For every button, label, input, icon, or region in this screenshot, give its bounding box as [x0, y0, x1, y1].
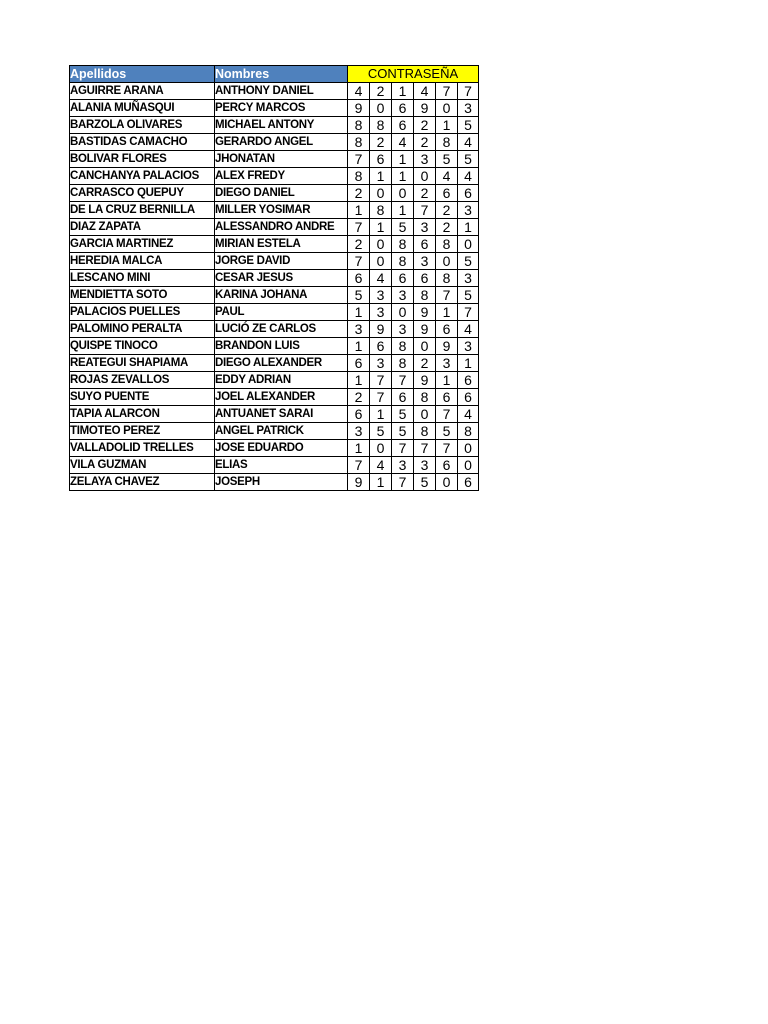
password-digit-cell: 2	[348, 235, 370, 252]
apellidos-cell: REATEGUI SHAPIAMA	[70, 354, 215, 371]
password-digit-cell: 0	[370, 184, 392, 201]
password-digit-cell: 2	[436, 218, 458, 235]
password-digit-cell: 5	[370, 422, 392, 439]
password-digit-cell: 9	[370, 320, 392, 337]
password-digit-cell: 8	[348, 133, 370, 150]
password-digit-cell: 6	[414, 269, 436, 286]
apellidos-cell: BOLIVAR FLORES	[70, 150, 215, 167]
password-digit-cell: 3	[348, 422, 370, 439]
password-digit-cell: 3	[392, 320, 414, 337]
password-digit-cell: 5	[458, 252, 479, 269]
password-digit-cell: 1	[370, 167, 392, 184]
password-digit-cell: 5	[392, 218, 414, 235]
table-row	[70, 473, 479, 490]
password-digit-cell: 8	[370, 116, 392, 133]
table-row	[70, 116, 479, 133]
nombres-cell: BRANDON LUIS	[215, 337, 348, 354]
password-digit-cell: 6	[458, 473, 479, 490]
password-digit-cell: 3	[370, 303, 392, 320]
password-digit-cell: 5	[348, 286, 370, 303]
apellidos-cell: TIMOTEO PEREZ	[70, 422, 215, 439]
password-digit-cell: 3	[458, 337, 479, 354]
password-digit-cell: 0	[370, 252, 392, 269]
password-digit-cell: 0	[458, 439, 479, 456]
apellidos-cell: GARCIA MARTINEZ	[70, 235, 215, 252]
password-digit-cell: 1	[348, 303, 370, 320]
password-digit-cell: 3	[414, 150, 436, 167]
password-digit-cell: 6	[436, 320, 458, 337]
apellidos-cell: PALOMINO PERALTA	[70, 320, 215, 337]
password-digit-cell: 3	[458, 201, 479, 218]
password-table	[69, 65, 479, 491]
table-row	[70, 99, 479, 116]
password-digit-cell: 6	[458, 184, 479, 201]
password-digit-cell: 5	[436, 422, 458, 439]
password-digit-cell: 3	[414, 252, 436, 269]
password-digit-cell: 2	[436, 201, 458, 218]
password-digit-cell: 0	[392, 303, 414, 320]
table-row	[70, 337, 479, 354]
password-digit-cell: 6	[436, 388, 458, 405]
password-digit-cell: 9	[436, 337, 458, 354]
password-digit-cell: 5	[458, 286, 479, 303]
password-digit-cell: 0	[436, 252, 458, 269]
header-row	[70, 66, 479, 83]
password-digit-cell: 7	[392, 371, 414, 388]
password-digit-cell: 6	[458, 388, 479, 405]
password-digit-cell: 4	[348, 82, 370, 99]
nombres-cell: EDDY ADRIAN	[215, 371, 348, 388]
password-digit-cell: 7	[414, 439, 436, 456]
password-digit-cell: 8	[436, 133, 458, 150]
table-row	[70, 456, 479, 473]
nombres-cell: PERCY MARCOS	[215, 99, 348, 116]
password-digit-cell: 6	[458, 371, 479, 388]
password-digit-cell: 0	[436, 99, 458, 116]
nombres-cell: ANGEL PATRICK	[215, 422, 348, 439]
password-digit-cell: 2	[414, 354, 436, 371]
password-digit-cell: 4	[458, 320, 479, 337]
nombres-cell: ELIAS	[215, 456, 348, 473]
password-digit-cell: 7	[348, 150, 370, 167]
password-digit-cell: 1	[370, 218, 392, 235]
password-digit-cell: 0	[370, 235, 392, 252]
password-digit-cell: 8	[392, 235, 414, 252]
password-digit-cell: 9	[414, 303, 436, 320]
table-row	[70, 354, 479, 371]
password-digit-cell: 7	[458, 303, 479, 320]
table-row	[70, 218, 479, 235]
password-digit-cell: 1	[348, 439, 370, 456]
apellidos-cell: MENDIETTA SOTO	[70, 286, 215, 303]
apellidos-cell: VALLADOLID TRELLES	[70, 439, 215, 456]
password-digit-cell: 7	[436, 82, 458, 99]
password-digit-cell: 2	[414, 116, 436, 133]
password-digit-cell: 7	[370, 371, 392, 388]
password-digit-cell: 8	[458, 422, 479, 439]
password-digit-cell: 8	[436, 235, 458, 252]
apellidos-cell: LESCANO MINI	[70, 269, 215, 286]
password-digit-cell: 7	[414, 201, 436, 218]
table-row	[70, 269, 479, 286]
password-digit-cell: 6	[370, 150, 392, 167]
table-row	[70, 235, 479, 252]
password-digit-cell: 8	[392, 354, 414, 371]
nombres-cell: JOEL ALEXANDER	[215, 388, 348, 405]
password-digit-cell: 7	[348, 218, 370, 235]
password-digit-cell: 5	[392, 422, 414, 439]
password-digit-cell: 0	[414, 167, 436, 184]
password-digit-cell: 7	[392, 473, 414, 490]
nombres-cell: MICHAEL ANTONY	[215, 116, 348, 133]
password-digit-cell: 1	[458, 218, 479, 235]
password-digit-cell: 6	[370, 337, 392, 354]
password-digit-cell: 0	[458, 456, 479, 473]
password-digit-cell: 1	[348, 201, 370, 218]
password-digit-cell: 6	[392, 116, 414, 133]
password-digit-cell: 8	[414, 422, 436, 439]
password-digit-cell: 2	[370, 82, 392, 99]
table-row	[70, 320, 479, 337]
password-digit-cell: 1	[458, 354, 479, 371]
nombres-cell: PAUL	[215, 303, 348, 320]
nombres-cell: MIRIAN ESTELA	[215, 235, 348, 252]
password-digit-cell: 4	[370, 269, 392, 286]
password-digit-cell: 6	[392, 269, 414, 286]
nombres-header: Nombres	[215, 66, 348, 83]
password-digit-cell: 2	[414, 133, 436, 150]
nombres-cell: ALEX FREDY	[215, 167, 348, 184]
password-digit-cell: 9	[414, 320, 436, 337]
apellidos-cell: BASTIDAS CAMACHO	[70, 133, 215, 150]
password-digit-cell: 0	[458, 235, 479, 252]
nombres-cell: GERARDO ANGEL	[215, 133, 348, 150]
password-digit-cell: 6	[392, 99, 414, 116]
password-digit-cell: 6	[348, 405, 370, 422]
apellidos-cell: CARRASCO QUEPUY	[70, 184, 215, 201]
password-digit-cell: 3	[370, 354, 392, 371]
password-digit-cell: 6	[436, 456, 458, 473]
password-digit-cell: 6	[392, 388, 414, 405]
password-digit-cell: 4	[392, 133, 414, 150]
nombres-cell: DIEGO DANIEL	[215, 184, 348, 201]
table-row	[70, 150, 479, 167]
password-digit-cell: 1	[436, 371, 458, 388]
apellidos-header: Apellidos	[70, 66, 215, 83]
apellidos-cell: ROJAS ZEVALLOS	[70, 371, 215, 388]
password-digit-cell: 8	[392, 337, 414, 354]
nombres-cell: MILLER YOSIMAR	[215, 201, 348, 218]
nombres-cell: KARINA JOHANA	[215, 286, 348, 303]
password-digit-cell: 3	[458, 269, 479, 286]
password-digit-cell: 3	[414, 456, 436, 473]
table-row	[70, 167, 479, 184]
apellidos-cell: BARZOLA OLIVARES	[70, 116, 215, 133]
table-row	[70, 303, 479, 320]
password-digit-cell: 1	[348, 371, 370, 388]
table-row	[70, 133, 479, 150]
password-digit-cell: 1	[436, 116, 458, 133]
password-digit-cell: 0	[370, 99, 392, 116]
table-row	[70, 388, 479, 405]
contrasena-header: CONTRASEÑA	[348, 66, 479, 83]
password-digit-cell: 9	[348, 473, 370, 490]
password-digit-cell: 7	[436, 439, 458, 456]
password-digit-cell: 3	[392, 456, 414, 473]
password-digit-cell: 5	[392, 405, 414, 422]
table-row	[70, 252, 479, 269]
password-digit-cell: 1	[392, 167, 414, 184]
table-row	[70, 184, 479, 201]
password-digit-cell: 2	[348, 184, 370, 201]
apellidos-cell: ALANIA MUÑASQUI	[70, 99, 215, 116]
apellidos-cell: CANCHANYA PALACIOS	[70, 167, 215, 184]
password-digit-cell: 4	[458, 167, 479, 184]
apellidos-cell: QUISPE TINOCO	[70, 337, 215, 354]
password-digit-cell: 8	[436, 269, 458, 286]
password-digit-cell: 5	[458, 150, 479, 167]
table-row	[70, 82, 479, 99]
nombres-cell: CESAR JESUS	[215, 269, 348, 286]
password-digit-cell: 3	[348, 320, 370, 337]
password-digit-cell: 0	[414, 337, 436, 354]
password-digit-cell: 4	[414, 82, 436, 99]
password-digit-cell: 3	[370, 286, 392, 303]
password-digit-cell: 5	[414, 473, 436, 490]
password-digit-cell: 8	[392, 252, 414, 269]
password-digit-cell: 3	[414, 218, 436, 235]
password-digit-cell: 3	[436, 354, 458, 371]
password-digit-cell: 1	[392, 201, 414, 218]
table-row	[70, 422, 479, 439]
nombres-cell: LUCIÓ ZE CARLOS	[215, 320, 348, 337]
table-row	[70, 439, 479, 456]
password-digit-cell: 4	[370, 456, 392, 473]
password-digit-cell: 7	[348, 252, 370, 269]
table-body	[70, 82, 479, 490]
apellidos-cell: VILA GUZMAN	[70, 456, 215, 473]
password-digit-cell: 8	[414, 286, 436, 303]
table-row	[70, 405, 479, 422]
password-digit-cell: 0	[436, 473, 458, 490]
password-digit-cell: 0	[370, 439, 392, 456]
password-digit-cell: 1	[392, 150, 414, 167]
apellidos-cell: DIAZ ZAPATA	[70, 218, 215, 235]
apellidos-cell: SUYO PUENTE	[70, 388, 215, 405]
nombres-cell: ALESSANDRO ANDRE	[215, 218, 348, 235]
password-digit-cell: 3	[392, 286, 414, 303]
password-digit-cell: 6	[414, 235, 436, 252]
table-row	[70, 286, 479, 303]
table-row	[70, 201, 479, 218]
password-digit-cell: 0	[392, 184, 414, 201]
password-digit-cell: 8	[370, 201, 392, 218]
password-digit-cell: 8	[348, 167, 370, 184]
apellidos-cell: AGUIRRE ARANA	[70, 82, 215, 99]
password-digit-cell: 6	[348, 354, 370, 371]
password-digit-cell: 1	[370, 405, 392, 422]
nombres-cell: ANTHONY DANIEL	[215, 82, 348, 99]
password-digit-cell: 8	[414, 388, 436, 405]
nombres-cell: DIEGO ALEXANDER	[215, 354, 348, 371]
password-digit-cell: 7	[436, 405, 458, 422]
apellidos-cell: DE LA CRUZ BERNILLA	[70, 201, 215, 218]
password-digit-cell: 7	[436, 286, 458, 303]
password-digit-cell: 8	[348, 116, 370, 133]
password-digit-cell: 1	[370, 473, 392, 490]
password-digit-cell: 1	[348, 337, 370, 354]
password-digit-cell: 5	[458, 116, 479, 133]
password-digit-cell: 9	[414, 99, 436, 116]
password-digit-cell: 5	[436, 150, 458, 167]
password-digit-cell: 7	[370, 388, 392, 405]
password-digit-cell: 1	[436, 303, 458, 320]
nombres-cell: JHONATAN	[215, 150, 348, 167]
nombres-cell: JORGE DAVID	[215, 252, 348, 269]
apellidos-cell: PALACIOS PUELLES	[70, 303, 215, 320]
password-digit-cell: 3	[458, 99, 479, 116]
table-row	[70, 371, 479, 388]
apellidos-cell: TAPIA ALARCON	[70, 405, 215, 422]
password-digit-cell: 2	[414, 184, 436, 201]
nombres-cell: JOSE EDUARDO	[215, 439, 348, 456]
password-digit-cell: 7	[392, 439, 414, 456]
password-digit-cell: 9	[414, 371, 436, 388]
password-digit-cell: 4	[458, 405, 479, 422]
password-digit-cell: 2	[370, 133, 392, 150]
password-digit-cell: 7	[348, 456, 370, 473]
apellidos-cell: ZELAYA CHAVEZ	[70, 473, 215, 490]
password-digit-cell: 0	[414, 405, 436, 422]
password-digit-cell: 2	[348, 388, 370, 405]
password-digit-cell: 6	[348, 269, 370, 286]
password-digit-cell: 9	[348, 99, 370, 116]
password-digit-cell: 6	[436, 184, 458, 201]
password-digit-cell: 4	[458, 133, 479, 150]
password-digit-cell: 7	[458, 82, 479, 99]
password-digit-cell: 1	[392, 82, 414, 99]
password-digit-cell: 4	[436, 167, 458, 184]
nombres-cell: JOSEPH	[215, 473, 348, 490]
apellidos-cell: HEREDIA MALCA	[70, 252, 215, 269]
nombres-cell: ANTUANET SARAI	[215, 405, 348, 422]
